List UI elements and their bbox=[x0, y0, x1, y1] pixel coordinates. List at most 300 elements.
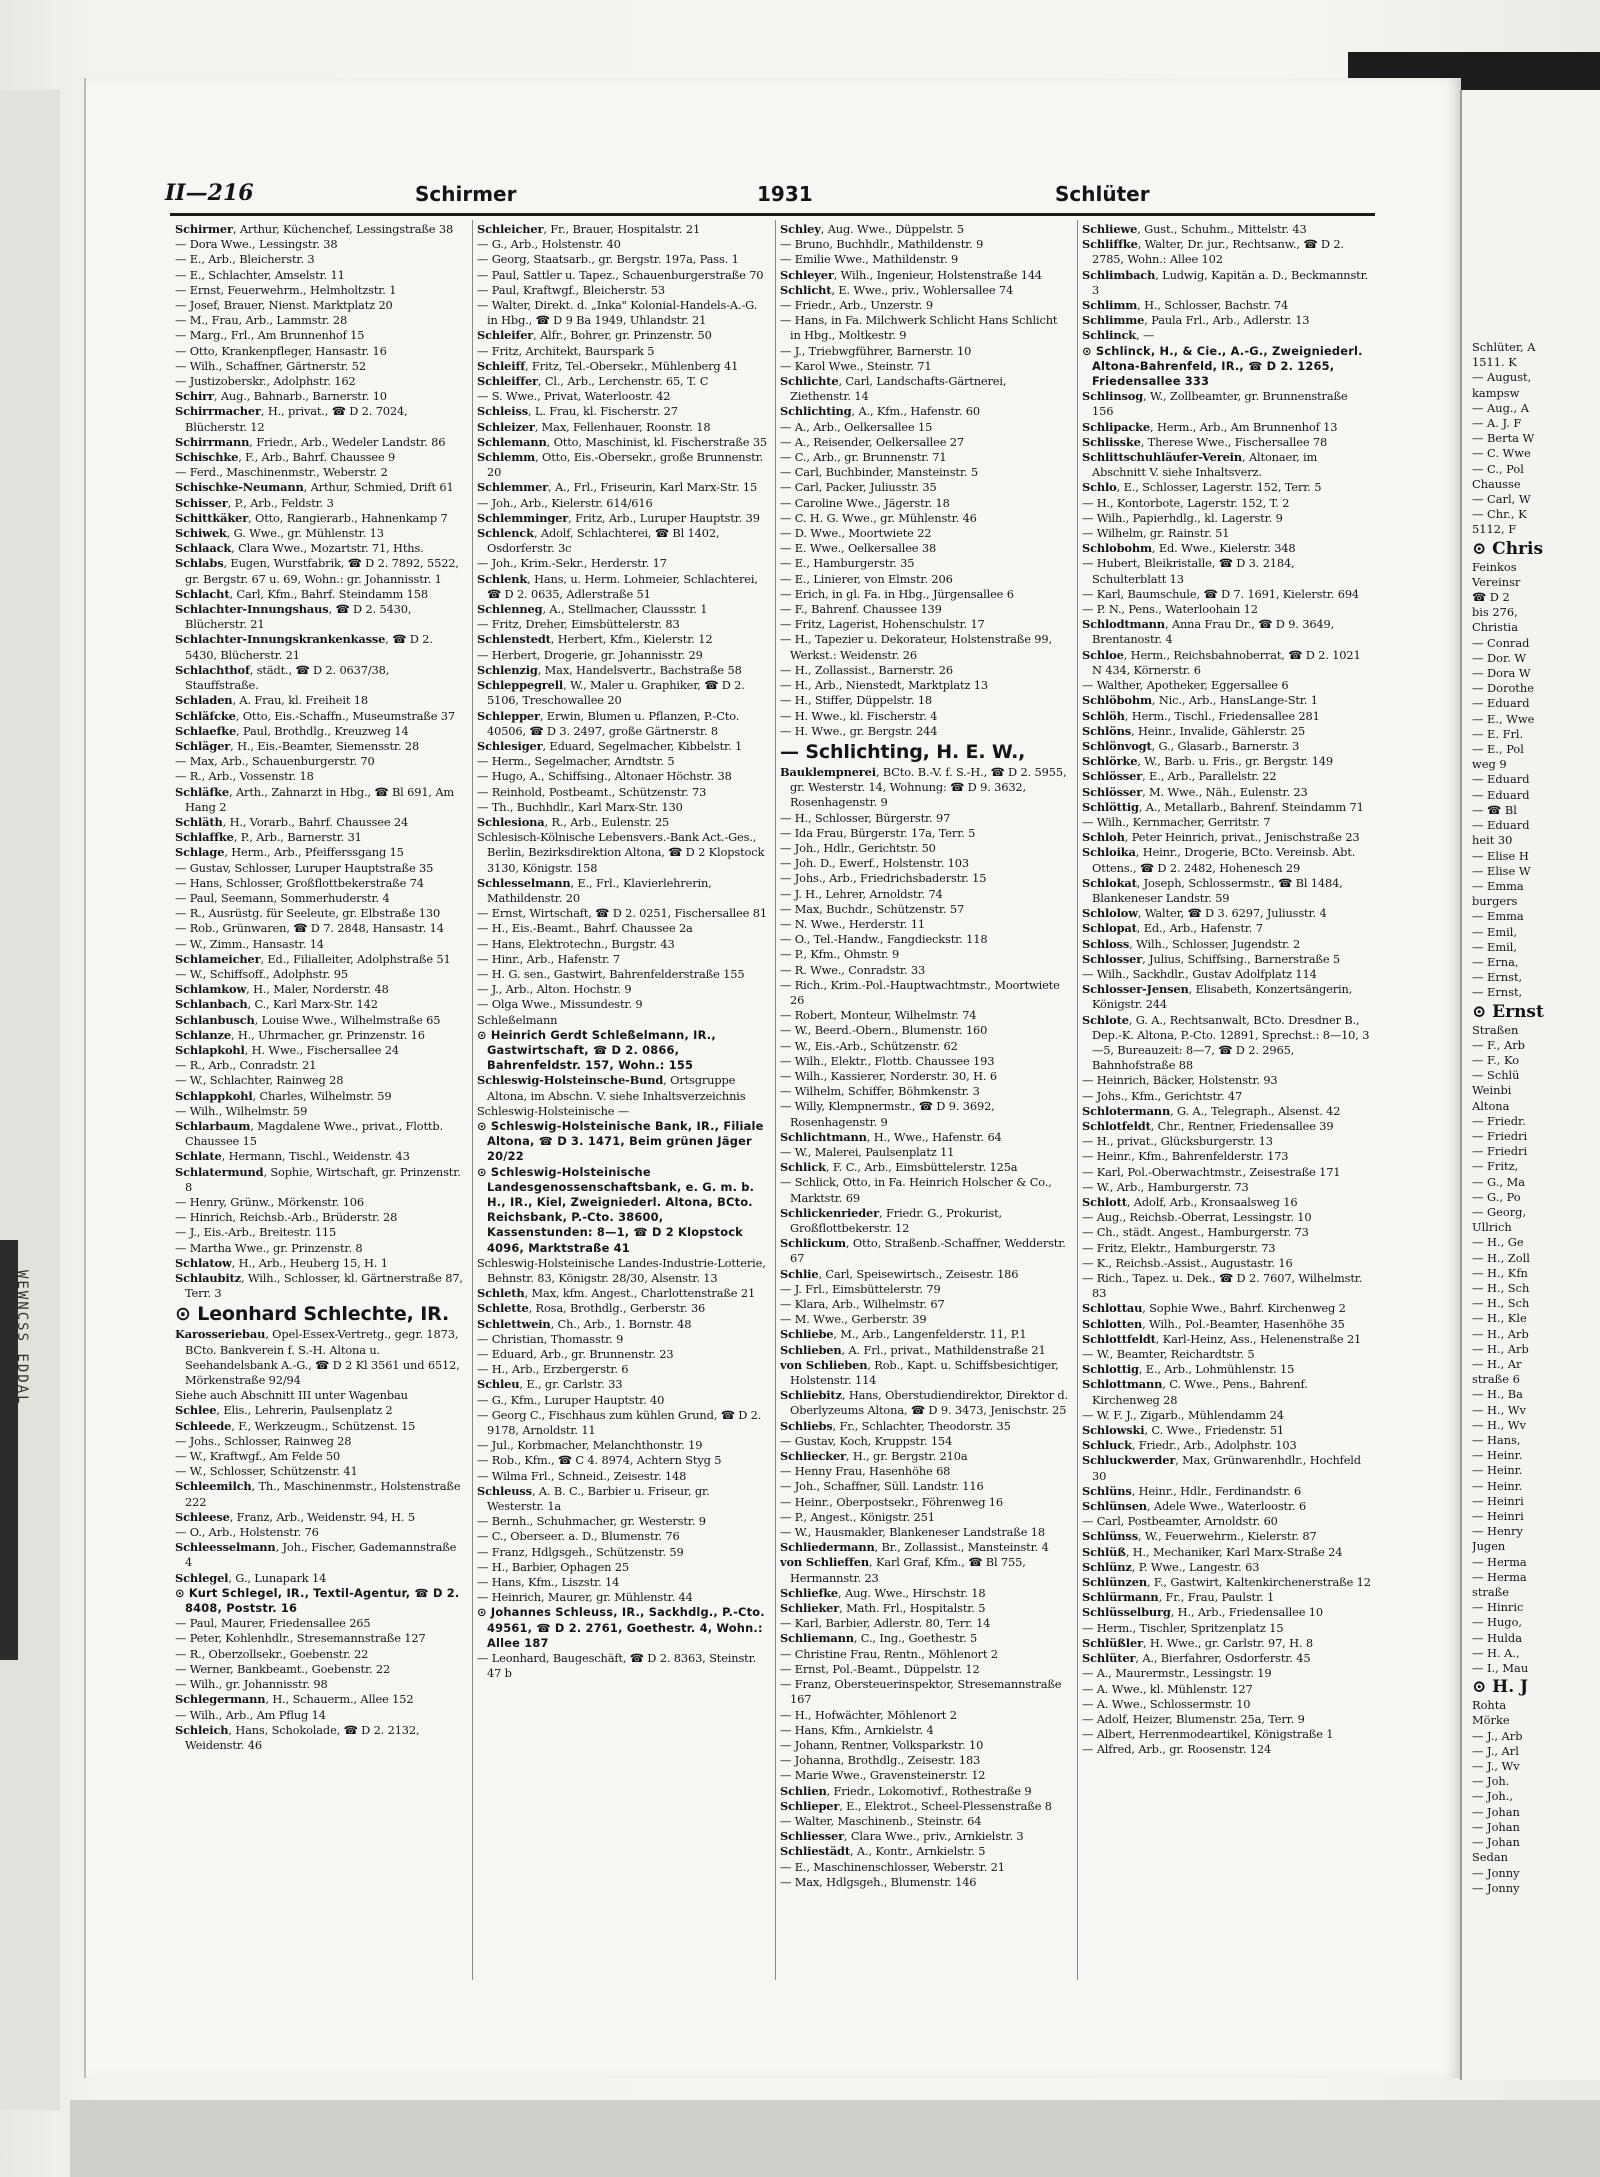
directory-entry: — W. F. J., Zigarb., Mühlendamm 24 bbox=[1082, 1407, 1284, 1422]
directory-entry: Schlönvogt, G., Glasarb., Barnerstr. 3 bbox=[1082, 738, 1300, 753]
directory-entry: — Rob., Grünwaren, ☎ D 7. 2848, Hansastr. 14 bbox=[175, 921, 444, 936]
directory-entry: — O., Tel.-Handw., Fangdieckstr. 118 bbox=[780, 932, 988, 947]
directory-entry: — Paul, Sattler u. Tapez., Schauenburgerstraße 70 bbox=[477, 267, 764, 282]
facing-page-entry: — H., Arb bbox=[1472, 1341, 1529, 1356]
directory-entry: — H. Wwe., kl. Fischerstr. 4 bbox=[780, 708, 938, 723]
directory-entry: Bauklempnerei, BCto. B.-V. f. S.-H., ☎ D 2. 5955, gr. Westerstr. 14, Wohnung: ☎ D 9. 3632, Rosenhagenstr. 9 bbox=[780, 764, 1067, 810]
directory-entry: Schlisske, Therese Wwe., Fischersallee 78 bbox=[1082, 434, 1328, 449]
directory-entry: — A., Maurermstr., Lessingstr. 19 bbox=[1082, 1666, 1272, 1681]
facing-page-entry: — G., Ma bbox=[1472, 1174, 1526, 1189]
directory-entry: Schiwek, G. Wwe., gr. Mühlenstr. 13 bbox=[175, 526, 384, 541]
directory-entry: Schlittschuhläufer-Verein, Altonaer, im Abschnitt V. siehe Inhaltsverz. bbox=[1082, 450, 1318, 480]
directory-entry: — Hans, Kfm., Liszstr. 14 bbox=[477, 1575, 620, 1590]
directory-entry: — Paul, Maurer, Friedensallee 265 bbox=[175, 1616, 371, 1631]
directory-entry: Schliefke, Aug. Wwe., Hirschstr. 18 bbox=[780, 1585, 986, 1600]
directory-entry: — Christian, Thomasstr. 9 bbox=[477, 1331, 624, 1346]
directory-entry: Schlatermund, Sophie, Wirtschaft, gr. Prinzenstr. 8 bbox=[175, 1164, 461, 1194]
directory-entry: — Hubert, Bleikristalle, ☎ D 3. 2184, Schulterblatt 13 bbox=[1082, 556, 1295, 586]
directory-entry: — Wilh., Kernmacher, Gerritstr. 7 bbox=[1082, 814, 1271, 829]
facing-page-entry: — Schlü bbox=[1472, 1068, 1520, 1083]
directory-entry: Schlemann, Otto, Maschinist, kl. Fischerstraße 35 bbox=[477, 434, 767, 449]
directory-entry: Schlaubitz, Wilh., Schlosser, kl. Gärtnerstraße 87, Terr. 3 bbox=[175, 1271, 463, 1301]
facing-page-entry: Schlüter, A bbox=[1472, 340, 1536, 354]
directory-entry: Schlolow, Walter, ☎ D 3. 6297, Juliusstr. 4 bbox=[1082, 906, 1327, 921]
directory-entry: — K., Reichsb.-Assist., Augustastr. 16 bbox=[1082, 1255, 1293, 1270]
directory-entry: — Franz, Obersteuerinspektor, Stresemannstraße 167 bbox=[780, 1677, 1062, 1707]
directory-entry: — Hans, Schlosser, Großflottbekerstraße 74 bbox=[175, 875, 424, 890]
directory-entry: Schlicht, E. Wwe., priv., Wohlersallee 74 bbox=[780, 282, 1014, 297]
directory-entry: Schlatow, H., Arb., Heuberg 15, H. 1 bbox=[175, 1255, 388, 1270]
facing-page-entry: — Hinric bbox=[1472, 1600, 1524, 1615]
directory-entry: Schlörke, W., Barb. u. Fris., gr. Bergstr. 149 bbox=[1082, 754, 1334, 769]
directory-entry: Schlettwein, Ch., Arb., 1. Bornstr. 48 bbox=[477, 1316, 692, 1331]
directory-entry: — Reinhold, Postbeamt., Schützenstr. 73 bbox=[477, 784, 707, 799]
directory-entry: Schlotten, Wilh., Pol.-Beamter, Hasenhöhe 35 bbox=[1082, 1316, 1345, 1331]
directory-entry: — Gustav, Schlosser, Luruper Hauptstraße 35 bbox=[175, 860, 434, 875]
directory-entry: Schlien, Friedr., Lokomotivf., Rothestraße 9 bbox=[780, 1783, 1032, 1798]
directory-entry: Schlokat, Joseph, Schlossermstr., ☎ Bl 1484, Blankeneser Landstr. 59 bbox=[1082, 875, 1343, 905]
directory-entry: Schlo, E., Schlosser, Lagerstr. 152, Terr. 5 bbox=[1082, 480, 1322, 495]
facing-page-entry: — F., Ko bbox=[1472, 1052, 1520, 1067]
directory-entry: Schlieker, Math. Frl., Hospitalstr. 5 bbox=[780, 1601, 986, 1616]
directory-entry: Schleswig-Holsteinische — bbox=[477, 1103, 630, 1118]
directory-entry: Schlepper, Erwin, Blumen u. Pflanzen, P.-Cto. 40506, ☎ D 3. 2497, große Gärtnerstr. 8 bbox=[477, 708, 740, 738]
directory-entry: Schlüß, H., Mechaniker, Karl Marx-Straße 24 bbox=[1082, 1544, 1343, 1559]
facing-page-entry: — Hans, bbox=[1472, 1433, 1521, 1448]
directory-entry: Schleuss, A. B. C., Barbier u. Friseur, gr. Westerstr. 1a bbox=[477, 1483, 710, 1514]
directory-entry: — W., Arb., Hamburgerstr. 73 bbox=[1082, 1179, 1249, 1194]
directory-entry: ⊙ Kurt Schlegel, IR., Textil-Agentur, ☎ D 2. 8408, Poststr. 16 bbox=[175, 1585, 460, 1616]
directory-entry: — Schlick, Otto, in Fa. Heinrich Holscher & Co., Marktstr. 69 bbox=[780, 1175, 1052, 1205]
directory-entry: — Karl, Barbier, Adlerstr. 80, Terr. 14 bbox=[780, 1616, 991, 1631]
directory-entry: Schlickum, Otto, Straßenb.-Schaffner, Wedderstr. 67 bbox=[780, 1236, 1066, 1266]
directory-entry: — G., Arb., Holstenstr. 40 bbox=[477, 237, 621, 252]
directory-entry: Schlieben, A. Frl., privat., Mathildenstraße 21 bbox=[780, 1342, 1046, 1357]
directory-entry: Schlüsselburg, H., Arb., Friedensallee 10 bbox=[1082, 1605, 1324, 1620]
directory-entry: Schloika, Heinr., Drogerie, BCto. Vereinsb. Abt. Ottens., ☎ D 2. 2482, Hohenesch 29 bbox=[1082, 845, 1356, 875]
facing-page-entry: ☎ D 2 bbox=[1472, 590, 1510, 605]
directory-entry: — H. Wwe., gr. Bergstr. 244 bbox=[780, 723, 938, 738]
facing-page-entry: — Friedri bbox=[1472, 1128, 1528, 1143]
directory-entry: — E. Wwe., Oelkersallee 38 bbox=[780, 541, 937, 556]
directory-entry: Schlenck, Adolf, Schlachterei, ☎ Bl 1402, Osdorferstr. 3c bbox=[477, 526, 720, 556]
directory-entry: Siehe auch Abschnitt III unter Wagenbau bbox=[175, 1388, 408, 1403]
facing-page-entry: straße bbox=[1472, 1585, 1510, 1600]
facing-page-entry: weg 9 bbox=[1472, 757, 1507, 772]
facing-page-entry: — Hugo, bbox=[1472, 1615, 1523, 1630]
directory-entry: — Rich., Tapez. u. Dek., ☎ D 2. 7607, Wilhelmstr. 83 bbox=[1082, 1271, 1363, 1301]
facing-page-entry: — G., Po bbox=[1472, 1189, 1521, 1204]
directory-entry: — H., privat., Glücksburgerstr. 13 bbox=[1082, 1134, 1273, 1149]
directory-entry: Schliestädt, A., Kontr., Arnkielstr. 5 bbox=[780, 1844, 986, 1859]
directory-entry: — Rich., Krim.-Pol.-Hauptwachtmstr., Moortwiete 26 bbox=[780, 977, 1060, 1007]
facing-page-entry: — I., Mau bbox=[1472, 1661, 1529, 1676]
directory-entry: Schlotermann, G. A., Telegraph., Alsenst. 42 bbox=[1082, 1103, 1341, 1118]
facing-page-entry: — Friedri bbox=[1472, 1144, 1528, 1159]
directory-entry: Schlottig, E., Arb., Lohmühlenstr. 15 bbox=[1082, 1362, 1295, 1377]
facing-page-entry: — Emil, bbox=[1472, 939, 1518, 954]
directory-entry: — A., Arb., Oelkersallee 15 bbox=[780, 419, 933, 434]
directory-entry: — W., Hausmakler, Blankeneser Landstraße 18 bbox=[780, 1525, 1045, 1540]
directory-entry: Schlote, G. A., Rechtsanwalt, BCto. Dresdner B., Dep.-K. Altona, P.-Cto. 12891, Sprechst.: 8—10, 3—5, Bureauzeit: 8—7, ☎ D 2. 2965, Bahnhofstraße 88 bbox=[1082, 1012, 1370, 1073]
facing-page-entry: Mörke bbox=[1472, 1713, 1510, 1728]
directory-entry: — Alfred, Arb., gr. Roosenstr. 124 bbox=[1082, 1742, 1272, 1757]
directory-entry: — Wilma Frl., Schneid., Zeisestr. 148 bbox=[477, 1468, 687, 1483]
facing-page-entry: — Emma bbox=[1472, 878, 1524, 893]
facing-page-entry: — Joh. bbox=[1472, 1774, 1510, 1789]
directory-entry: — Erich, in gl. Fa. in Hbg., Jürgensallee 6 bbox=[780, 586, 1014, 601]
directory-entry: Schirr, Aug., Bahnarb., Barnerstr. 10 bbox=[175, 389, 387, 404]
directory-entry: — W., Beamter, Reichardtstr. 5 bbox=[1082, 1347, 1255, 1362]
directory-entry: Schlabs, Eugen, Wurstfabrik, ☎ D 2. 7892, 5522, gr. Bergstr. 67 u. 69, Wohn.: gr. Johannisstr. 1 bbox=[175, 556, 459, 586]
directory-entry: — P. N., Pens., Waterloohain 12 bbox=[1082, 602, 1258, 617]
facing-page-entry: — Carl, W bbox=[1472, 492, 1531, 507]
directory-entry: Schlott, Adolf, Arb., Kronsaalsweg 16 bbox=[1082, 1195, 1298, 1209]
directory-entry: Schisser, P., Arb., Feldstr. 3 bbox=[175, 495, 334, 510]
directory-entry: — Schlichting, H. E. W., bbox=[780, 740, 1026, 763]
directory-entry: — Paul, Kraftwgf., Bleicherstr. 53 bbox=[477, 282, 665, 297]
directory-entry: Schlamkow, H., Maler, Norderstr. 48 bbox=[175, 982, 389, 997]
directory-entry: ⊙ Leonhard Schlechte, IR. bbox=[175, 1303, 450, 1326]
directory-entry: — Bruno, Buchhdlr., Mathildenstr. 9 bbox=[780, 237, 984, 252]
facing-page-entry: — Dor. W bbox=[1472, 650, 1527, 665]
facing-page-entry: — Chr., K bbox=[1472, 507, 1527, 522]
facing-page-entry: ⊙ Chris bbox=[1472, 538, 1544, 559]
header-rule bbox=[170, 213, 1375, 216]
directory-entry: Schleyer, Wilh., Ingenieur, Holstenstraße 144 bbox=[780, 267, 1043, 282]
facing-page-entry: 5112, F bbox=[1472, 522, 1517, 537]
directory-entry: ⊙ Heinrich Gerdt Schleßelmann, IR., Gastwirtschaft, ☎ D 2. 0866, Bahrenfeldstr. 157, Wohn.: 155 bbox=[477, 1027, 716, 1073]
directory-entry: — Marg., Frl., Am Brunnenhof 15 bbox=[175, 328, 365, 343]
facing-page-entry: — Ernst, bbox=[1472, 985, 1523, 1000]
directory-entry: Schliedermann, Br., Zollassist., Mansteinstr. 4 bbox=[780, 1540, 1049, 1555]
directory-entry: Schlüter, A., Bierfahrer, Osdorferstr. 45 bbox=[1082, 1651, 1311, 1666]
directory-entry: — R., Arb., Conradstr. 21 bbox=[175, 1058, 317, 1073]
directory-entry: Schleemilch, Th., Maschinenmstr., Holstenstraße 222 bbox=[175, 1479, 461, 1509]
directory-entry: — Max, Arb., Schauenburgerstr. 70 bbox=[175, 754, 375, 769]
directory-entry: Schlappkohl, Charles, Wilhelmstr. 59 bbox=[175, 1088, 392, 1103]
facing-page-entry: Sedan bbox=[1472, 1850, 1508, 1865]
facing-page-entry: ⊙ H. J bbox=[1472, 1677, 1529, 1698]
directory-entry: — Georg, Staatsarb., gr. Bergstr. 197a, Pass. 1 bbox=[477, 252, 739, 267]
directory-entry: Schlenk, Hans, u. Herm. Lohmeier, Schlachterei, ☎ D 2. 0635, Adlerstraße 51 bbox=[477, 571, 758, 601]
directory-entry: Schlachter-Innungshaus, ☎ D 2. 5430, Blücherstr. 21 bbox=[175, 602, 412, 632]
directory-entry: — A. Wwe., kl. Mühlenstr. 127 bbox=[1082, 1681, 1253, 1696]
directory-entry: — Justizoberskr., Adolphstr. 162 bbox=[175, 374, 356, 389]
directory-entry: Schlopat, Ed., Arb., Hafenstr. 7 bbox=[1082, 921, 1263, 936]
facing-page-entry: ⊙ Ernst bbox=[1472, 1001, 1544, 1022]
directory-entry: — Olga Wwe., Missundestr. 9 bbox=[477, 997, 643, 1012]
facing-page bbox=[1460, 90, 1600, 2080]
directory-entry: Schlachter-Innungskrankenkasse, ☎ D 2. 5430, Blücherstr. 21 bbox=[175, 632, 433, 662]
directory-entry: — E., Hamburgerstr. 35 bbox=[780, 556, 915, 571]
directory-entry: Schlöh, Herm., Tischl., Friedensallee 281 bbox=[1082, 708, 1320, 723]
facing-page-entry: — Heinri bbox=[1472, 1493, 1524, 1508]
directory-entry: — W., Eis.-Arb., Schützenstr. 62 bbox=[780, 1038, 958, 1053]
facing-page-entry: — Eduard bbox=[1472, 696, 1530, 711]
directory-entry: Schlenneg, A., Stellmacher, Claussstr. 1 bbox=[477, 602, 708, 617]
facing-page-entry: — Heinr. bbox=[1472, 1463, 1523, 1478]
facing-page-column bbox=[1472, 340, 1600, 1896]
facing-page-entry: heit 30 bbox=[1472, 833, 1513, 848]
directory-entry: Schlette, Rosa, Brothdlg., Gerberstr. 36 bbox=[477, 1301, 706, 1316]
spine-text: WEWNCSS EDDAL bbox=[14, 1270, 30, 1406]
directory-entry: Schleppegrell, W., Maler u. Graphiker, ☎ D 2. 5106, Treschowallee 20 bbox=[477, 678, 745, 708]
directory-entry: Schliewe, Gust., Schuhm., Mittelstr. 43 bbox=[1082, 222, 1307, 236]
directory-entry: Schlacht, Carl, Kfm., Bahrf. Steindamm 158 bbox=[175, 586, 428, 601]
directory-entry: — Hinr., Arb., Hafenstr. 7 bbox=[477, 951, 621, 966]
left-margin-strip bbox=[0, 90, 60, 2110]
directory-entry: Schluckwerder, Max, Grünwarenhdlr., Hochfeld 30 bbox=[1082, 1453, 1361, 1483]
facing-page-entry: — H., Sch bbox=[1472, 1296, 1530, 1311]
directory-entry: Schirrmann, Friedr., Arb., Wedeler Landstr. 86 bbox=[175, 434, 446, 449]
page-header bbox=[165, 180, 1375, 210]
directory-entry: ⊙ Johannes Schleuss, IR., Sackhdlg., P.-Cto. 49561, ☎ D 2. 2761, Goethestr. 4, Wohn.: Allee 187 bbox=[477, 1605, 765, 1650]
facing-page-entry: — Aug., A bbox=[1472, 400, 1529, 415]
directory-entry: Schlotfeldt, Chr., Rentner, Friedensallee 39 bbox=[1082, 1118, 1334, 1133]
directory-entry: Schlodtmann, Anna Frau Dr., ☎ D 9. 3649, Brentanostr. 4 bbox=[1082, 617, 1335, 647]
directory-entry: Schlesiona, R., Arb., Eulenstr. 25 bbox=[477, 814, 670, 829]
directory-entry: Schlösser, E., Arb., Parallelstr. 22 bbox=[1082, 769, 1277, 784]
facing-page-entry: — H., Ge bbox=[1472, 1235, 1524, 1250]
directory-entry: — Wilhelm, gr. Rainstr. 51 bbox=[1082, 526, 1230, 541]
directory-entry: Schlimme, Paula Frl., Arb., Adlerstr. 13 bbox=[1082, 313, 1310, 328]
facing-page-entry: — H., Ba bbox=[1472, 1387, 1523, 1402]
directory-entry: Schleesselmann, Joh., Fischer, Gademannstraße 4 bbox=[175, 1540, 457, 1570]
directory-entry: Schlottfeldt, Karl-Heinz, Ass., Helenenstraße 21 bbox=[1082, 1331, 1362, 1346]
facing-page-entry: Rohta bbox=[1472, 1698, 1507, 1713]
facing-page-entry: — August, bbox=[1472, 370, 1532, 385]
directory-entry: Schliffke, Walter, Dr. jur., Rechtsanw., ☎ D 2. 2785, Wohn.: Allee 102 bbox=[1082, 237, 1344, 267]
directory-entry: Schlaefke, Paul, Brothdlg., Kreuzweg 14 bbox=[175, 723, 409, 738]
directory-entry: Schleswig-Holsteinsche-Bund, Ortsgruppe Altona, im Abschn. V. siehe Inhaltsverzeichnis bbox=[477, 1073, 746, 1103]
directory-entry: — H., Zollassist., Barnerstr. 26 bbox=[780, 662, 953, 677]
directory-entry: — Aug., Reichsb.-Oberrat, Lessingstr. 10 bbox=[1082, 1210, 1312, 1225]
directory-entry: — Walter, Direkt. d. „Inka" Kolonial-Handels-A.-G. in Hbg., ☎ D 9 Ba 1949, Uhlandstr. 21 bbox=[477, 298, 758, 328]
directory-entry: von Schlieben, Rob., Kapt. u. Schiffsbesichtiger, Holstenstr. 114 bbox=[780, 1357, 1059, 1388]
facing-page-entry: — H., Zoll bbox=[1472, 1250, 1530, 1265]
directory-entry: Schliebitz, Hans, Oberstudiendirektor, Direktor d. Oberlyzeums Altona, ☎ D 9. 3473, Jenischstr. 25 bbox=[780, 1388, 1069, 1418]
directory-entry: — Willy, Klempnermstr., ☎ D 9. 3692, Rosenhagenstr. 9 bbox=[780, 1099, 995, 1129]
directory-entry: — Heinrich, Bäcker, Holstenstr. 93 bbox=[1082, 1073, 1278, 1088]
directory-entry: Schlichting, A., Kfm., Hafenstr. 60 bbox=[780, 404, 980, 419]
directory-entry: — Joh., Krim.-Sekr., Herderstr. 17 bbox=[477, 556, 667, 571]
directory-entry: Schlimbach, Ludwig, Kapitän a. D., Beckmannstr. 3 bbox=[1082, 267, 1369, 297]
facing-page-entry: — H., Wv bbox=[1472, 1417, 1526, 1432]
facing-page-entry: — Erna, bbox=[1472, 954, 1519, 969]
facing-page-entry: — Johan bbox=[1472, 1819, 1520, 1834]
directory-entry: Schischke, F., Arb., Bahrf. Chaussee 9 bbox=[175, 450, 396, 465]
facing-page-entry: — E., Wwe bbox=[1472, 711, 1535, 726]
column-divider bbox=[775, 220, 776, 1980]
facing-page-entry: — Fritz, bbox=[1472, 1159, 1519, 1174]
directory-entry: Schlüns, Heinr., Hdlr., Ferdinandstr. 6 bbox=[1082, 1483, 1302, 1498]
directory-entry: — R. Wwe., Conradstr. 33 bbox=[780, 962, 926, 977]
directory-entry: — Ernst, Feuerwehrm., Helmholtzstr. 1 bbox=[175, 282, 397, 297]
facing-page-entry: burgers bbox=[1472, 894, 1518, 909]
directory-entry: — H., Schlosser, Bürgerstr. 97 bbox=[780, 810, 951, 825]
column-4 bbox=[1082, 222, 1372, 1982]
facing-page-entry: — C. Wwe bbox=[1472, 446, 1531, 461]
directory-entry: — J., Triebwgführer, Barnerstr. 10 bbox=[780, 343, 972, 358]
facing-page-entry: — E. Frl. bbox=[1472, 726, 1524, 741]
facing-page-entry: — H., Wv bbox=[1472, 1402, 1526, 1417]
directory-entry: — Karl, Pol.-Oberwachtmstr., Zeisestraße 171 bbox=[1082, 1164, 1341, 1179]
directory-entry: — Carl, Packer, Juliusstr. 35 bbox=[780, 480, 937, 495]
directory-entry: — H., Hofwächter, Möhlenort 2 bbox=[780, 1707, 957, 1722]
facing-page-entry: — Ernst, bbox=[1472, 970, 1523, 985]
directory-entry: — Ernst, Wirtschaft, ☎ D 2. 0251, Fischersallee 81 bbox=[477, 906, 767, 921]
facing-page-entry: — Herma bbox=[1472, 1569, 1527, 1584]
directory-entry: Schlanbach, C., Karl Marx-Str. 142 bbox=[175, 997, 378, 1012]
directory-entry: Schlemmer, A., Frl., Friseurin, Karl Marx-Str. 15 bbox=[477, 480, 758, 495]
facing-page-entry: — Joh., bbox=[1472, 1789, 1514, 1804]
directory-entry: — F., Bahrenf. Chaussee 139 bbox=[780, 602, 942, 617]
directory-entry: Schlöttig, A., Metallarb., Bahrenf. Steindamm 71 bbox=[1082, 799, 1364, 814]
directory-entry: Schlottau, Sophie Wwe., Bahrf. Kirchenweg 2 bbox=[1082, 1301, 1346, 1316]
directory-entry: Schlieper, E., Elektrot., Scheel-Plessenstraße 8 bbox=[780, 1798, 1052, 1813]
directory-entry: — Heinr., Kfm., Bahrenfelderstr. 173 bbox=[1082, 1149, 1289, 1164]
facing-page-entry: — Emil, bbox=[1472, 924, 1518, 939]
directory-entry: — J., Eis.-Arb., Breitestr. 115 bbox=[175, 1225, 337, 1240]
directory-entry: Schliebe, M., Arb., Langenfelderstr. 11, P.1 bbox=[780, 1327, 1027, 1342]
directory-entry: — Bernh., Schuhmacher, gr. Westerstr. 9 bbox=[477, 1514, 706, 1529]
directory-entry: — Th., Buchhdlr., Karl Marx-Str. 130 bbox=[477, 799, 683, 814]
directory-entry: — E., Schlachter, Amselstr. 11 bbox=[175, 267, 345, 282]
directory-entry: — Johann, Rentner, Volksparkstr. 10 bbox=[780, 1737, 984, 1752]
directory-entry: Schlosser-Jensen, Elisabeth, Konzertsängerin, Königstr. 244 bbox=[1082, 982, 1353, 1012]
facing-page-entry: — H., Ar bbox=[1472, 1357, 1522, 1371]
directory-entry: — A. Wwe., Schlossermstr. 10 bbox=[1082, 1696, 1251, 1711]
directory-entry: — Fritz, Elektr., Hamburgerstr. 73 bbox=[1082, 1240, 1276, 1255]
directory-entry: Schlöbohm, Nic., Arb., HansLange-Str. 1 bbox=[1082, 693, 1318, 708]
directory-entry: — Josef, Brauer, Nienst. Marktplatz 20 bbox=[175, 298, 393, 313]
facing-page-entry: Ullrich bbox=[1472, 1220, 1512, 1235]
directory-entry: Schliesser, Clara Wwe., priv., Arnkielstr. 3 bbox=[780, 1829, 1024, 1844]
first-name-guide: Schirmer bbox=[415, 182, 517, 206]
directory-entry: — H., Tapezier u. Dekorateur, Holstenstraße 99, Werkst.: Weidenstr. 26 bbox=[780, 632, 1052, 662]
directory-entry: Schlachthof, städt., ☎ D 2. 0637/38, Stauffstraße. bbox=[175, 662, 390, 693]
directory-entry: — Heinrich, Maurer, gr. Mühlenstr. 44 bbox=[477, 1590, 693, 1605]
directory-entry: Schläger, H., Eis.-Beamter, Siemensstr. 28 bbox=[175, 738, 420, 753]
directory-entry: — J. Frl., Eimsbüttelerstr. 79 bbox=[780, 1281, 941, 1296]
directory-entry: Schleese, Franz, Arb., Weidenstr. 94, H. 5 bbox=[175, 1509, 415, 1524]
directory-entry: — Hinrich, Reichsb.-Arb., Brüderstr. 28 bbox=[175, 1210, 398, 1225]
facing-page-entry: — H., Sch bbox=[1472, 1280, 1530, 1295]
directory-entry: — Wilh., Papierhdlg., kl. Lagerstr. 9 bbox=[1082, 510, 1283, 525]
directory-entry: — D. Wwe., Moortwiete 22 bbox=[780, 526, 932, 541]
bottom-scan-edge bbox=[70, 2100, 1600, 2177]
directory-entry: Schlinsog, W., Zollbeamter, gr. Brunnenstraße 156 bbox=[1082, 389, 1348, 419]
directory-entry: Schleizer, Max, Fellenhauer, Roonstr. 18 bbox=[477, 419, 711, 434]
facing-page-entry: — H., Arb bbox=[1472, 1326, 1529, 1341]
directory-entry: — Gustav, Koch, Kruppstr. 154 bbox=[780, 1433, 953, 1448]
directory-entry: — C. H. G. Wwe., gr. Mühlenstr. 46 bbox=[780, 510, 977, 525]
facing-page-entry: straße 6 bbox=[1472, 1372, 1520, 1387]
directory-entry: — Wilh., Sackhdlr., Gustav Adolfplatz 114 bbox=[1082, 966, 1317, 981]
facing-page-entry: — Henry bbox=[1472, 1524, 1523, 1539]
directory-entry: — Wilhelm, Schiffer, Böhmkenstr. 3 bbox=[780, 1084, 980, 1099]
facing-page-entry: Straßen bbox=[1472, 1022, 1519, 1037]
directory-entry: Schladen, A. Frau, kl. Freiheit 18 bbox=[175, 693, 368, 708]
directory-entry: Schlipacke, Herm., Arb., Am Brunnenhof 13 bbox=[1082, 419, 1338, 434]
directory-entry: — M., Frau, Arb., Lammstr. 28 bbox=[175, 313, 348, 328]
directory-entry: Schlemm, Otto, Eis.-Obersekr., große Brunnenstr. 20 bbox=[477, 450, 764, 480]
directory-entry: — W., Beerd.-Obern., Blumenstr. 160 bbox=[780, 1023, 988, 1038]
directory-entry: Schlünzen, F., Gastwirt, Kaltenkirchenerstraße 12 bbox=[1082, 1575, 1371, 1590]
facing-page-entry: Weinbi bbox=[1472, 1083, 1512, 1098]
directory-entry: — Leonhard, Baugeschäft, ☎ D 2. 8363, Steinstr. 47 b bbox=[477, 1651, 757, 1681]
facing-page-entry: — Berta W bbox=[1472, 431, 1535, 446]
directory-entry: Schliecker, H., gr. Bergstr. 210a bbox=[780, 1449, 968, 1464]
facing-page-entry: Jugen bbox=[1472, 1539, 1506, 1554]
facing-page-entry: — F., Arb bbox=[1472, 1037, 1525, 1052]
directory-entry: — Caroline Wwe., Jägerstr. 18 bbox=[780, 495, 950, 510]
directory-entry: — Ch., städt. Angest., Hamburgerstr. 73 bbox=[1082, 1225, 1309, 1240]
facing-page-entry: — Emma bbox=[1472, 909, 1524, 924]
directory-entry: — Jul., Korbmacher, Melanchthonstr. 19 bbox=[477, 1438, 703, 1453]
facing-page-entry: — Herma bbox=[1472, 1554, 1527, 1569]
directory-entry: Schlameicher, Ed., Filialleiter, Adolphstraße 51 bbox=[175, 951, 451, 966]
directory-entry: — Joh. D., Ewerf., Holstenstr. 103 bbox=[780, 856, 969, 871]
directory-entry: Schlichte, Carl, Landschafts-Gärtnerei, Ziethenstr. 14 bbox=[780, 374, 1007, 404]
facing-page-entry: — H., Kle bbox=[1472, 1311, 1527, 1326]
facing-page-entry: — Friedr. bbox=[1472, 1113, 1526, 1128]
directory-entry: Schläfke, Arth., Zahnarzt in Hbg., ☎ Bl 691, Am Hang 2 bbox=[175, 784, 455, 814]
directory-entry: Schlesselmann, E., Frl., Klavierlehrerin, Mathildenstr. 20 bbox=[477, 875, 712, 905]
directory-entry: — A., Reisender, Oelkersallee 27 bbox=[780, 434, 964, 449]
page-number: II—216 bbox=[165, 180, 254, 206]
directory-entry: Schlegermann, H., Schauerm., Allee 152 bbox=[175, 1692, 414, 1707]
facing-page-entry: — Hulda bbox=[1472, 1630, 1523, 1645]
facing-page-entry: — J., Wv bbox=[1472, 1759, 1520, 1774]
directory-entry: — Friedr., Arb., Unzerstr. 9 bbox=[780, 298, 933, 313]
directory-entry: — J. H., Lehrer, Arnoldstr. 74 bbox=[780, 886, 943, 901]
directory-entry: Schley, Aug. Wwe., Düppelstr. 5 bbox=[780, 222, 964, 236]
directory-entry: — Hans, Elektrotechn., Burgstr. 43 bbox=[477, 936, 675, 951]
directory-entry: — Walther, Apotheker, Eggersallee 6 bbox=[1082, 678, 1289, 693]
directory-entry: Schlinck, — bbox=[1082, 328, 1155, 343]
directory-entry: — P., Kfm., Ohmstr. 9 bbox=[780, 947, 900, 962]
directory-entry: — H., Arb., Nienstedt, Marktplatz 13 bbox=[780, 678, 988, 693]
directory-entry: — Carl, Postbeamter, Arnoldstr. 60 bbox=[1082, 1514, 1278, 1529]
directory-entry: Schlaffke, P., Arb., Barnerstr. 31 bbox=[175, 830, 362, 845]
directory-entry: — R., Ausrüstg. für Seeleute, gr. Elbstraße 130 bbox=[175, 906, 441, 921]
facing-page-entry: — J., Arl bbox=[1472, 1743, 1519, 1758]
directory-entry: Schlick, F. C., Arb., Eimsbüttelerstr. 125a bbox=[780, 1160, 1018, 1175]
directory-entry: Schleswig-Holsteinische Landes-Industrie-Lotterie, Behnstr. 83, Königstr. 28/30, Alsenstr. 13 bbox=[477, 1255, 766, 1286]
column-divider bbox=[1077, 220, 1078, 1980]
directory-entry: — Klara, Arb., Wilhelmstr. 67 bbox=[780, 1297, 945, 1312]
directory-entry: — Wilh., Wilhelmstr. 59 bbox=[175, 1103, 308, 1118]
directory-entry: Schlenzig, Max, Handelsvertr., Bachstraße 58 bbox=[477, 662, 742, 677]
directory-entry: — H. G. sen., Gastwirt, Bahrenfelderstraße 155 bbox=[477, 966, 745, 981]
directory-entry: — Henny Frau, Hasenhöhe 68 bbox=[780, 1464, 951, 1479]
directory-entry: Schlesiger, Eduard, Segelmacher, Kibbelstr. 1 bbox=[477, 738, 743, 753]
directory-entry: — Walter, Maschinenb., Steinstr. 64 bbox=[780, 1813, 982, 1828]
facing-page-entry: — Johan bbox=[1472, 1804, 1520, 1819]
directory-entry: — H., Arb., Erzbergerstr. 6 bbox=[477, 1362, 629, 1377]
directory-entry: — R., Oberzollsekr., Goebenstr. 22 bbox=[175, 1646, 369, 1661]
directory-entry: Schleiffer, Cl., Arb., Lerchenstr. 65, T. C bbox=[477, 374, 709, 389]
directory-entry: Karosseriebau, Opel-Essex-Vertretg., gegr. 1873, BCto. Bankverein f. S.-H. Altona u. Seehandelsbank A.-G., ☎ D 2 Kl 3561 und 6512, Mörkenstraße 92/94 bbox=[175, 1327, 460, 1388]
directory-entry: — Franz, Hdlgsgeh., Schützenstr. 59 bbox=[477, 1544, 684, 1559]
last-name-guide: Schlüter bbox=[1055, 182, 1150, 206]
directory-entry: — C., Arb., gr. Brunnenstr. 71 bbox=[780, 450, 947, 465]
directory-entry: Schlegel, G., Lunapark 14 bbox=[175, 1570, 327, 1585]
directory-entry: — G., Kfm., Luruper Hauptstr. 40 bbox=[477, 1392, 665, 1407]
directory-entry: — Wilh., Arb., Am Pflug 14 bbox=[175, 1707, 326, 1722]
